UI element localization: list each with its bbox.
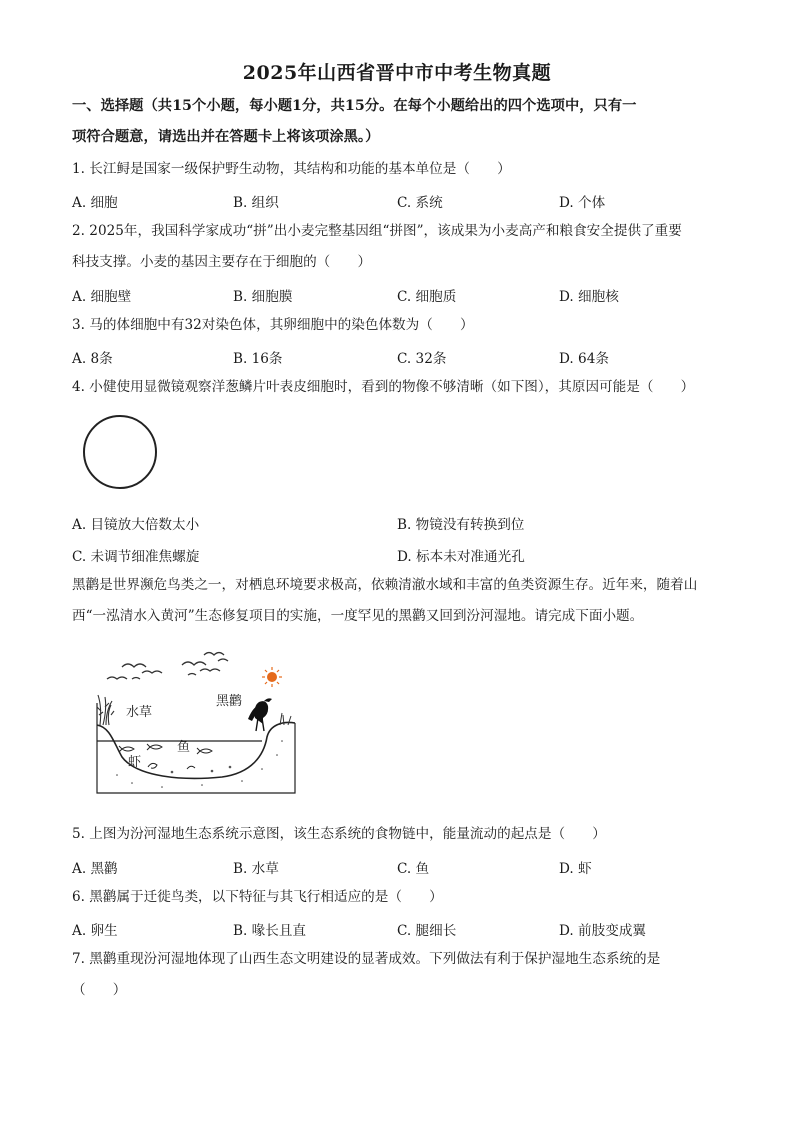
question-1-stem: 1. 长江鲟是国家一级保护野生动物，其结构和功能的基本单位是（ ） bbox=[72, 161, 511, 177]
passage-line1: 黑鹳是世界濒危鸟类之一，对栖息环境要求极高，依赖清澈水域和丰富的鱼类资源生存。近年来，随着山 bbox=[72, 577, 698, 593]
flying-birds-icon bbox=[107, 653, 228, 680]
question-2-option-d: D. 细胞核 bbox=[559, 289, 619, 305]
question-6-option-b: B. 喙长且直 bbox=[233, 923, 307, 939]
question-3-stem: 3. 马的体细胞中有32对染色体，其卵细胞中的染色体数为（ ） bbox=[72, 317, 474, 333]
question-5-option-c: C. 鱼 bbox=[397, 861, 430, 877]
question-2-stem-line2: 科技支撑。小麦的基因主要存在于细胞的（ ） bbox=[72, 254, 372, 270]
question-6-option-a: A. 卵生 bbox=[72, 923, 118, 939]
question-2-option-b: B. 细胞膜 bbox=[233, 289, 293, 305]
label-shrimp: 虾 bbox=[128, 755, 142, 770]
fish-icon bbox=[119, 744, 212, 754]
question-1-options bbox=[72, 191, 732, 209]
label-water-plant: 水草 bbox=[126, 705, 153, 720]
question-2-option-a: A. 细胞壁 bbox=[72, 289, 132, 305]
page-title: 2025年山西省晋中市中考生物真题 bbox=[242, 62, 552, 84]
question-6-stem: 6. 黑鹳属于迁徙鸟类，以下特征与其飞行相适应的是（ ） bbox=[72, 889, 443, 905]
question-3-option-c: C. 32条 bbox=[397, 351, 447, 367]
sun-icon bbox=[262, 667, 282, 687]
section-heading-line2: 项符合题意，请选出并在答题卡上将该项涂黑。） bbox=[72, 129, 380, 145]
microscope-field-circle bbox=[84, 416, 156, 488]
question-6-options bbox=[72, 919, 732, 937]
black-stork-icon bbox=[248, 698, 272, 731]
question-4-options-row1 bbox=[72, 513, 732, 531]
question-6-option-c: C. 腿细长 bbox=[397, 923, 457, 939]
question-2-stem-line1: 2. 2025年，我国科学家成功“拼”出小麦完整基因组“拼图”，该成果为小麦高产和粮食安全提供了重要 bbox=[72, 223, 682, 239]
microscope-view-figure bbox=[80, 412, 160, 496]
question-6-option-d: D. 前肢变成翼 bbox=[559, 923, 647, 939]
question-4-option-d: D. 标本未对准通光孔 bbox=[397, 549, 525, 565]
question-5-option-b: B. 水草 bbox=[233, 861, 279, 877]
question-4-stem: 4. 小健使用显微镜观察洋葱鳞片叶表皮细胞时，看到的物像不够清晰（如下图），其原因可能是（ ） bbox=[72, 379, 695, 395]
question-3-option-a: A. 8条 bbox=[72, 351, 113, 367]
question-1-option-b: B. 组织 bbox=[233, 195, 279, 211]
question-3-option-d: D. 64条 bbox=[559, 351, 609, 367]
question-4-options-row2 bbox=[72, 545, 732, 563]
question-3-options bbox=[72, 347, 732, 365]
question-5-stem: 5. 上图为汾河湿地生态系统示意图，该生态系统的食物链中，能量流动的起点是（ ） bbox=[72, 826, 606, 842]
question-4-option-b: B. 物镜没有转换到位 bbox=[397, 517, 525, 533]
passage-line2: 西“一泓清水入黄河”生态修复项目的实施，一度罕见的黑鹳又回到汾河湿地。请完成下面小题。 bbox=[72, 608, 644, 624]
question-4-option-c: C. 未调节细准焦螺旋 bbox=[72, 549, 200, 565]
question-1-option-d: D. 个体 bbox=[559, 195, 606, 211]
question-1-option-a: A. 细胞 bbox=[72, 195, 118, 211]
question-5-option-a: A. 黑鹳 bbox=[72, 861, 118, 877]
question-4-option-a: A. 目镜放大倍数太小 bbox=[72, 517, 200, 533]
question-2-option-c: C. 细胞质 bbox=[397, 289, 457, 305]
water-plant-icon bbox=[97, 695, 114, 725]
question-5-option-d: D. 虾 bbox=[559, 861, 592, 877]
section-heading-line1: 一、选择题（共15个小题，每小题1分，共15分。在每个小题给出的四个选项中，只有一 bbox=[72, 98, 637, 114]
question-7-stem-line1: 7. 黑鹳重现汾河湿地体现了山西生态文明建设的显著成效。下列做法有利于保护湿地生态系统的是 bbox=[72, 951, 661, 967]
question-1-option-c: C. 系统 bbox=[397, 195, 443, 211]
label-fish: 鱼 bbox=[177, 740, 191, 755]
label-black-stork: 黑鹳 bbox=[216, 694, 243, 709]
question-5-options bbox=[72, 857, 732, 875]
question-3-option-b: B. 16条 bbox=[233, 351, 283, 367]
wetland-ecosystem-figure bbox=[92, 645, 307, 804]
question-2-options bbox=[72, 285, 732, 303]
shrimp-icon bbox=[148, 763, 195, 769]
question-7-stem-line2: （ ） bbox=[72, 982, 127, 998]
